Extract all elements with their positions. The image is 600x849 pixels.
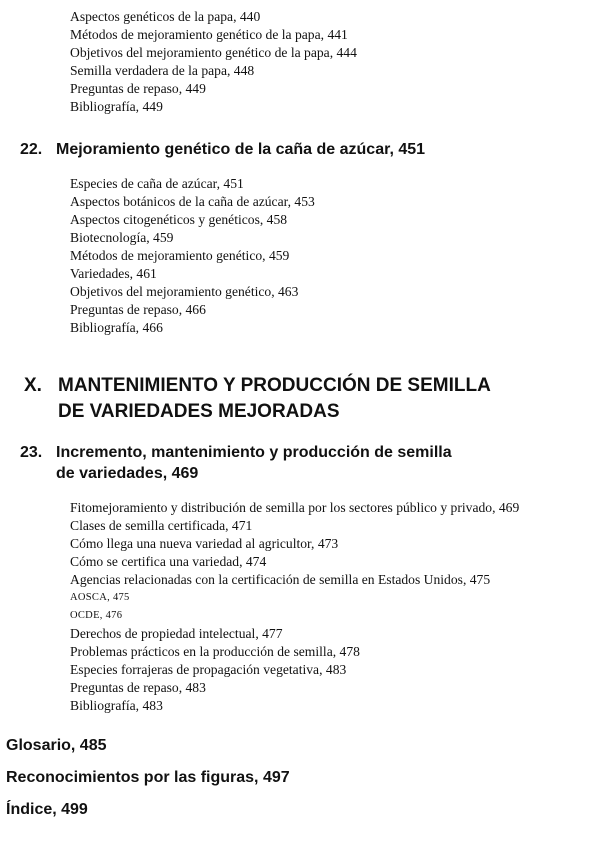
toc-entry: Aspectos citogenéticos y genéticos, 458 — [70, 212, 288, 227]
toc-entry: Cómo se certifica una variedad, 474 — [70, 554, 267, 569]
chapter-22-title: Mejoramiento genético de la caña de azúcar, 451 — [56, 141, 426, 158]
toc-entry: Métodos de mejoramiento genético, 459 — [70, 248, 290, 263]
back-matter-reconocimientos: Reconocimientos por las figuras, 497 — [6, 769, 290, 786]
part-x-title-line2: DE VARIEDADES MEJORADAS — [58, 401, 340, 422]
toc-entry: Derechos de propiedad intelectual, 477 — [70, 626, 283, 641]
chapter-22-number: 22. — [20, 141, 43, 158]
toc-entry: Aspectos botánicos de la caña de azúcar, 453 — [70, 194, 315, 209]
toc-entry: Semilla verdadera de la papa, 448 — [70, 63, 255, 78]
chapter-23-number: 23. — [20, 444, 43, 461]
toc-entry: Objetivos del mejoramiento genético de la papa, 444 — [70, 45, 357, 60]
toc-entry: Métodos de mejoramiento genético de la papa, 441 — [70, 27, 348, 42]
toc-entry: Agencias relacionadas con la certificación de semilla en Estados Unidos, 475 — [70, 572, 491, 587]
toc-entry: Bibliografía, 483 — [70, 698, 163, 713]
toc-entry: Fitomejoramiento y distribución de semilla por los sectores público y privado, 469 — [70, 500, 520, 515]
back-matter-glosario: Glosario, 485 — [6, 737, 107, 754]
toc-entry: AOSCA, 475 — [70, 592, 130, 603]
toc-entry: Especies forrajeras de propagación vegetativa, 483 — [70, 662, 347, 677]
toc-entry: Preguntas de repaso, 466 — [70, 302, 206, 317]
toc-entry: Biotecnología, 459 — [70, 230, 174, 245]
toc-entry: Bibliografía, 466 — [70, 320, 163, 335]
part-x-title-line1: MANTENIMIENTO Y PRODUCCIÓN DE SEMILLA — [58, 375, 491, 396]
toc-entry: OCDE, 476 — [70, 610, 123, 621]
toc-entry: Clases de semilla certificada, 471 — [70, 518, 253, 533]
toc-entry: Problemas prácticos en la producción de semilla, 478 — [70, 644, 360, 659]
toc-entry: Variedades, 461 — [70, 266, 157, 281]
toc-entry: Preguntas de repaso, 449 — [70, 81, 206, 96]
toc-entry: Cómo llega una nueva variedad al agricultor, 473 — [70, 536, 339, 551]
toc-entry: Especies de caña de azúcar, 451 — [70, 176, 244, 191]
chapter-23-title-line2: de variedades, 469 — [56, 465, 199, 482]
back-matter-indice: Índice, 499 — [6, 801, 88, 818]
toc-entry: Bibliografía, 449 — [70, 99, 163, 114]
chapter-23-title-line1: Incremento, mantenimiento y producción de semilla — [56, 444, 452, 461]
part-x-number: X. — [24, 375, 42, 396]
toc-entry: Aspectos genéticos de la papa, 440 — [70, 9, 261, 24]
toc-entry: Objetivos del mejoramiento genético, 463 — [70, 284, 299, 299]
toc-entry: Preguntas de repaso, 483 — [70, 680, 206, 695]
